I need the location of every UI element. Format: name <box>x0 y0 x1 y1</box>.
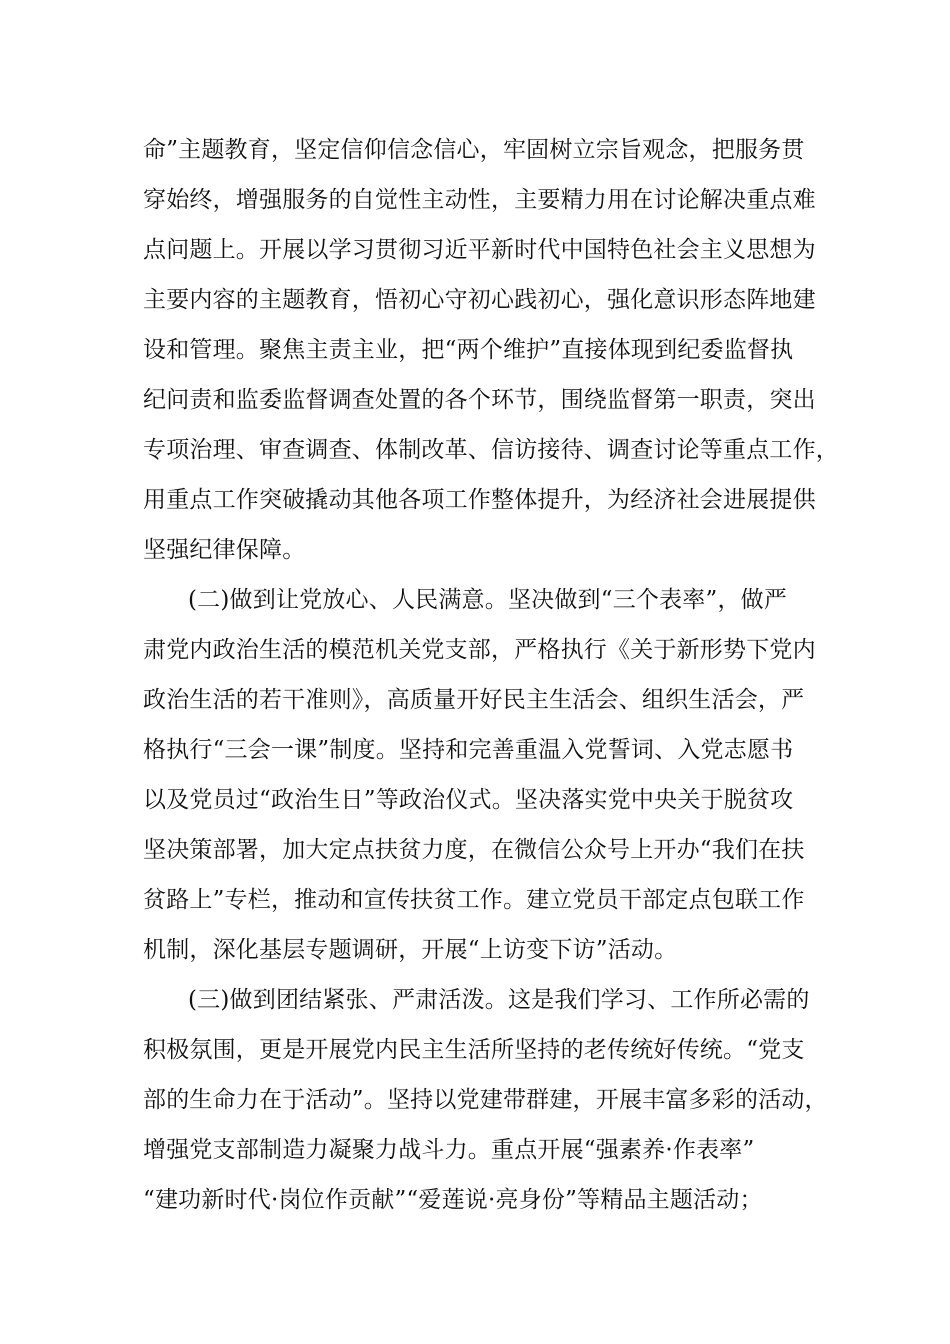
paragraph-3-first-line: (三)做到团结紧张、严肃活泼。这是我们学习、工作所必需的 <box>188 987 810 1013</box>
text-line: 用重点工作突破撬动其他各项工作整体提升，为经济社会进展提供 <box>143 487 816 513</box>
text-line: 穿始终，增强服务的自觉性主动性，主要精力用在讨论解决重点难 <box>143 187 816 213</box>
text-line: “建功新时代·岗位作贡献”“爱莲说·亮身份”等精品主题活动； <box>143 1187 763 1213</box>
text-line: 点问题上。开展以学习贯彻习近平新时代中国特色社会主义思想为 <box>143 237 816 263</box>
text-line: 积极氛围，更是开展党内民主生活所坚持的老传统好传统。“党支 <box>143 1037 805 1063</box>
text-line: 机制，深化基层专题调研，开展“上访变下访”活动。 <box>143 937 678 963</box>
text-line: 贫路上”专栏，推动和宣传扶贫工作。建立党员干部定点包联工作 <box>143 887 805 913</box>
text-line: 专项治理、审查调查、体制改革、信访接待、调查讨论等重点工作， <box>143 437 839 463</box>
text-line: 政治生活的若干准则》，高质量开好民主生活会、组织生活会，严 <box>143 687 805 713</box>
text-line: 纪问责和监委监督调查处置的各个环节，围绕监督第一职责，突出 <box>143 387 816 413</box>
text-line: 主要内容的主题教育，悟初心守初心践初心，强化意识形态阵地建 <box>143 287 816 313</box>
text-line: 命”主题教育，坚定信仰信念信心，牢固树立宗旨观念，把服务贯 <box>143 137 805 163</box>
text-line: 坚强纪律保障。 <box>143 537 306 563</box>
text-line: 坚决策部署，加大定点扶贫力度，在微信公众号上开办“我们在扶 <box>143 837 805 863</box>
text-line: 格执行“三会一课”制度。坚持和完善重温入党誓词、入党志愿书 <box>143 737 794 763</box>
text-line: 增强党支部制造力凝聚力战斗力。重点开展“强素养·作表率” <box>143 1137 755 1163</box>
text-line: 设和管理。聚焦主责主业，把“两个维护”直接体现到纪委监督执 <box>143 337 794 363</box>
paragraph-2-first-line: (二)做到让党放心、人民满意。坚决做到“三个表率”，做严 <box>188 587 788 613</box>
text-line: 部的生命力在于活动”。坚持以党建带群建，开展丰富多彩的活动， <box>143 1087 828 1113</box>
text-line: 以及党员过“政治生日”等政治仪式。坚决落实党中央关于脱贫攻 <box>143 787 794 813</box>
text-line: 肃党内政治生活的模范机关党支部，严格执行《关于新形势下党内 <box>143 637 816 663</box>
